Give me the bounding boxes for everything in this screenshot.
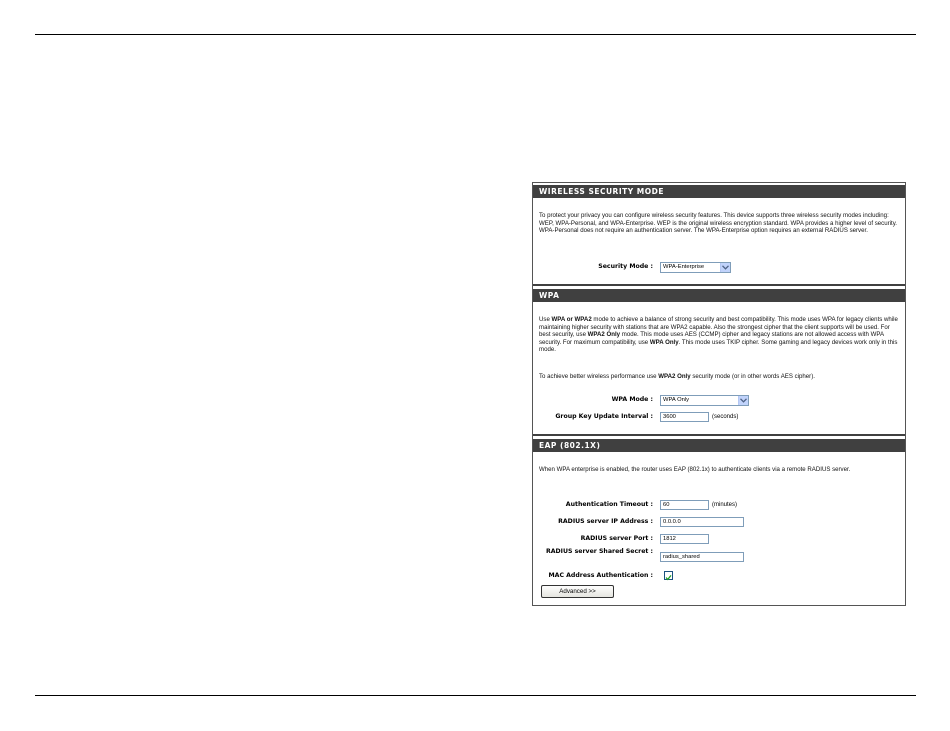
- mac-auth-label: MAC Address Authentication :: [548, 572, 653, 579]
- group-key-label: Group Key Update Interval :: [555, 413, 653, 420]
- wpa-mode-select[interactable]: [660, 395, 749, 406]
- mac-auth-row: [533, 571, 905, 582]
- wpa-perf-text: security mode (or in other words AES cipher).: [690, 373, 815, 380]
- wpa-mode-value: WPA Only: [663, 397, 689, 403]
- group-key-input[interactable]: 3600: [660, 412, 709, 422]
- chevron-down-icon[interactable]: [720, 263, 730, 272]
- security-mode-label: Security Mode :: [598, 263, 653, 270]
- wpa-perf-bold: WPA2 Only: [658, 373, 691, 380]
- security-mode-value: WPA-Enterprise: [663, 264, 705, 270]
- wpa-header: WPA: [533, 289, 905, 302]
- bottom-divider: [35, 695, 916, 696]
- wpa-desc-text: mode. This mode uses AES (CCMP) cipher and legacy stations are not allowed access with WPA security. For maximum compatibility, use: [539, 331, 884, 346]
- advanced-button[interactable]: Advanced >>: [541, 585, 614, 598]
- chevron-down-icon[interactable]: [738, 396, 748, 405]
- radius-port-input[interactable]: 1812: [660, 534, 709, 544]
- auth-timeout-label: Authentication Timeout :: [565, 501, 653, 508]
- radius-port-label: RADIUS server Port :: [580, 535, 653, 542]
- wireless-security-mode-header: WIRELESS SECURITY MODE: [533, 185, 905, 198]
- wpa-desc-text: Use: [539, 316, 552, 323]
- wpa-perf-text: To achieve better wireless performance use: [539, 373, 659, 380]
- section-divider: [533, 284, 905, 286]
- wpa-desc-bold: WPA2 Only: [587, 331, 621, 339]
- eap-header: EAP (802.1X): [533, 439, 905, 452]
- radius-port-row: [533, 534, 905, 545]
- wpa-desc-bold: WPA Only: [649, 338, 679, 346]
- wpa-performance-note: [539, 373, 901, 381]
- checkmark-icon: [665, 566, 672, 585]
- auth-timeout-unit: (minutes): [712, 502, 738, 508]
- wpa-desc-bold: WPA or WPA2: [551, 316, 592, 323]
- wpa-mode-row: [533, 395, 905, 406]
- section-divider: [533, 434, 905, 436]
- radius-ip-label: RADIUS server IP Address :: [558, 518, 653, 525]
- group-key-unit: (seconds): [712, 414, 739, 420]
- wpa-mode-label: WPA Mode :: [611, 396, 653, 403]
- auth-timeout-row: [533, 500, 905, 511]
- radius-ip-input[interactable]: 0.0.0.0: [660, 517, 744, 527]
- wireless-security-description: To protect your privacy you can configure wireless security features. This device supports three wireless security modes including: WEP, WPA-Personal, and WPA-Enterprise. WEP is the original wireless encryption standard. WPA provides a higher level of security. WPA-Personal does not require an authentication server. The WPA-Enterprise option requires an external RADIUS server.: [539, 212, 897, 235]
- top-divider: [35, 34, 916, 35]
- radius-ip-row: [533, 517, 905, 528]
- eap-description: When WPA enterprise is enabled, the router uses EAP (802.1x) to authenticate clients via a remote RADIUS server.: [539, 466, 851, 473]
- wpa-desc-text: mode to achieve a balance of strong security and best compatibility. This mode uses WPA for legacy clients while maintaining higher security with stations that are WPA2 capable. Also the strongest cipher that the client supports will be used. For best security, use: [539, 316, 898, 339]
- radius-secret-row: [533, 548, 905, 563]
- wireless-settings-panel: [532, 182, 906, 606]
- security-mode-row: [533, 262, 905, 273]
- radius-secret-input[interactable]: radius_shared: [660, 552, 744, 562]
- auth-timeout-input[interactable]: 60: [660, 500, 709, 510]
- wpa-desc-text: . This mode uses TKIP cipher. Some gaming and legacy devices work only in this mode.: [539, 338, 898, 354]
- mac-auth-checkbox[interactable]: [664, 571, 673, 580]
- group-key-row: [533, 412, 905, 423]
- wpa-description: [539, 316, 901, 354]
- radius-secret-label: RADIUS server Shared Secret :: [545, 548, 653, 555]
- security-mode-select[interactable]: [660, 262, 731, 273]
